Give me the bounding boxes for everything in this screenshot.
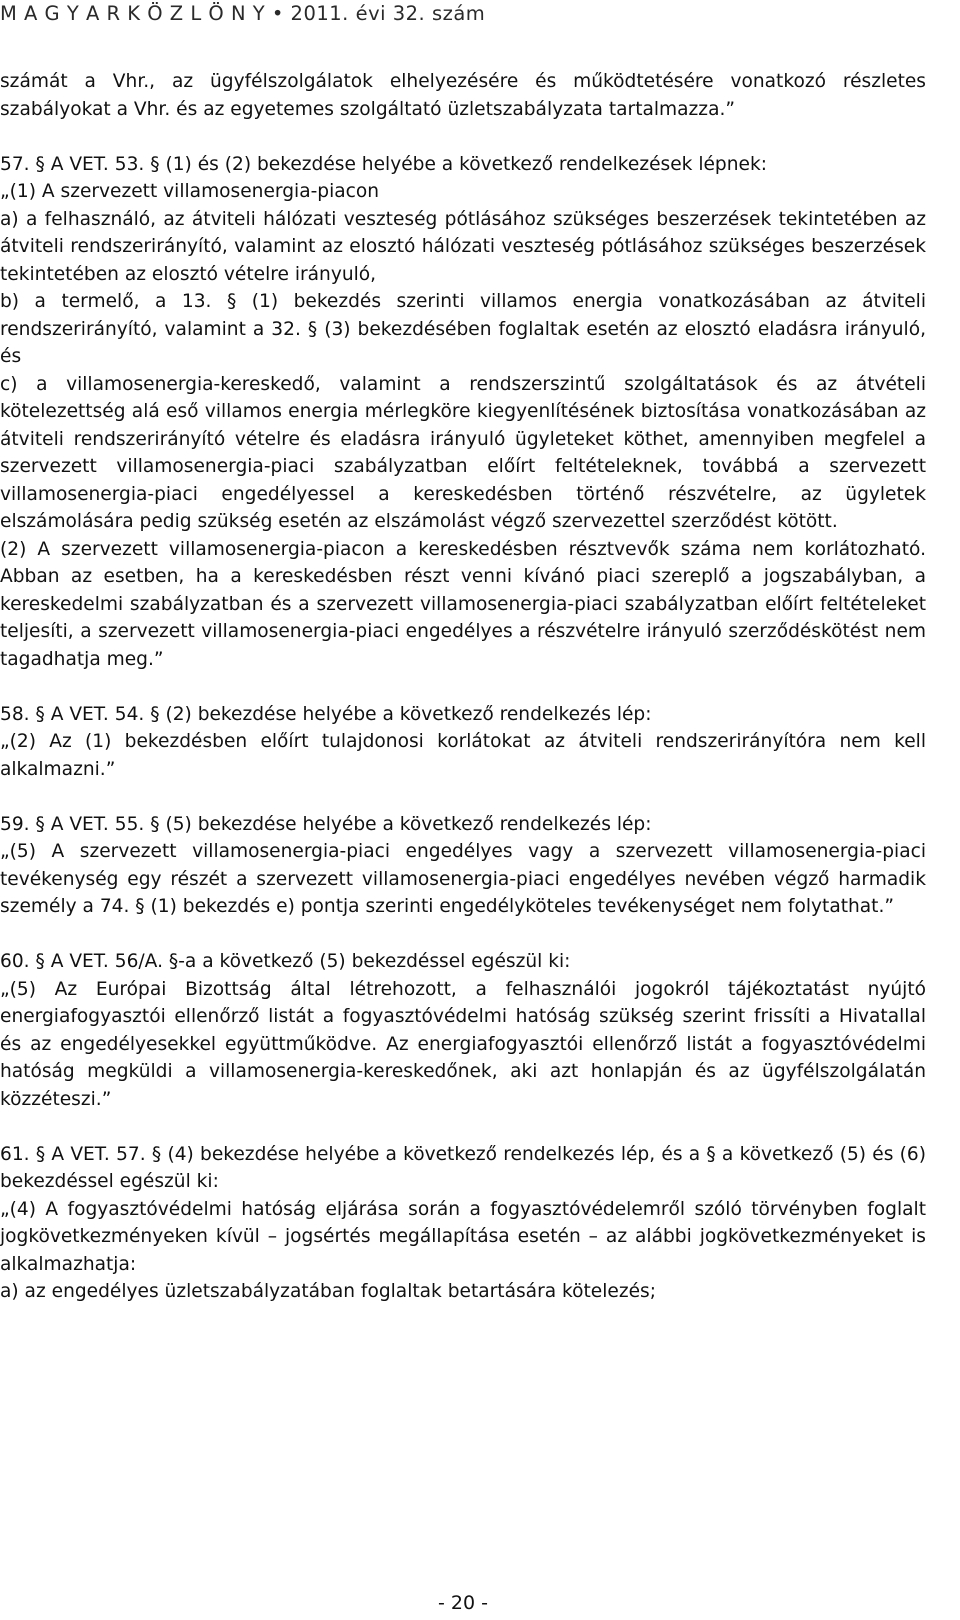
running-header: M A G Y A R K Ö Z L Ö N Y • 2011. évi 32. szám [0,2,486,25]
paragraph: „(1) A szervezett villamosenergia-piacon [0,181,380,202]
paragraph: (2) A szervezett villamosenergia-piacon a kereskedésben résztvevők száma nem korlátozható. Abban az esetben, ha a kereskedésben részt venni kívánó piaci szereplő a jogszabályban, a kereskedelmi szabályzatban és a szervezett villamosenergia-piaci szabályzatban előírt feltételeket teljesíti, a szervezett villamosenergia-piaci engedélyes a részvételre irányuló szerződéskötést nem tagadhatja meg.” [0,538,926,670]
paragraph: 61. § A VET. 57. § (4) bekezdése helyébe a következő rendelkezés lép, és a § a következő (5) és (6) bekezdéssel egészül ki: [0,1143,926,1192]
paragraph: 58. § A VET. 54. § (2) bekezdése helyébe a következő rendelkezés lép: [0,703,652,725]
paragraph: 57. § A VET. 53. § (1) és (2) bekezdése helyébe a következő rendelkezések lépnek: [0,153,767,175]
paragraph: 60. § A VET. 56/A. §-a a következő (5) bekezdéssel egészül ki: [0,951,571,972]
paragraph: b) a termelő, a 13. § (1) bekezdés szerinti villamos energia vonatkozásában az átviteli rendszerirányító, valamint a 32. § (3) bekezdésében foglaltak esetén az elosztó eladásra irányuló, és [0,291,926,367]
paragraph: számát a Vhr., az ügyfélszolgálatok elhelyezésére és működtetésére vonatkozó részletes szabályokat a Vhr. és az egyetemes szolgáltató üzletszabályzata tartalmazza.” [0,71,926,120]
paragraph: a) az engedélyes üzletszabályzatában foglaltak betartására kötelezés; [0,1281,656,1302]
paragraph-gap [0,783,926,811]
paragraph-gap [0,1113,926,1141]
page-number: - 20 - [438,1592,488,1614]
paragraph: a) a felhasználó, az átviteli hálózati veszteség pótlásához szükséges beszerzések tekintetében az átviteli rendszerirányító, valamint az elosztó hálózati veszteség pótlásához szükséges beszerzések tekintetében az elosztó vételre irányuló, [0,208,926,285]
paragraph: „(4) A fogyasztóvédelmi hatóság eljárása során a fogyasztóvédelemről szóló törvényben foglalt jogkövetkezményeken kívül – jogsértés megállapítása esetén – az alábbi jogkövetkezményeket is alkalmazhatja: [0,1198,926,1275]
paragraph: c) a villamosenergia-kereskedő, valamint a rendszerszintű szolgáltatások és az átvételi kötelezettség alá eső villamos energia mérlegköre kiegyenlítésének biztosítása vonatkozásában az átviteli rendszerirányító vételre és eladásra irányuló ügyleteket köthet, amennyiben megfelel a szervezett villamosenergia-piaci szabályzatban előírt feltételeknek, továbbá a szervezett villamosenergia-piaci engedélyessel a kereskedésben történő részvételre, az ügyletek elszámolására pedig szükség esetén az elszámolást végző szervezettel szerződést kötött. [0,373,926,532]
paragraph-gap [0,123,926,151]
paragraph: „(5) Az Európai Bizottság által létrehozott, a felhasználói jogokról tájékoztatást nyújtó energiafogyasztói ellenőrző listát a fogyasztóvédelmi hatóság szükség szerint frissíti a Hivatallal és az engedélyesekkel együttműködve. Az energiafogyasztói ellenőrző listát a fogyasztóvédelmi hatóság megküldi a villamosenergia-kereskedőnek, aki azt honlapján és az ügyfélszolgálatán közzéteszi.” [0,978,926,1110]
paragraph: 59. § A VET. 55. § (5) bekezdése helyébe a következő rendelkezés lép: [0,813,652,835]
paragraph: „(5) A szervezett villamosenergia-piaci engedélyes vagy a szervezett villamosenergia-piaci tevékenység egy részét a szervezett villamosenergia-piaci engedélyes nevében végző harmadik személy a 74. § (1) bekezdés e) pontja szerinti engedélyköteles tevékenységet nem folytathat.” [0,841,926,917]
paragraph-gap [0,921,926,949]
document-body [0,68,926,1306]
paragraph: „(2) Az (1) bekezdésben előírt tulajdonosi korlátokat az átviteli rendszerirányítóra nem kell alkalmazni.” [0,731,926,780]
paragraph-gap [0,673,926,701]
